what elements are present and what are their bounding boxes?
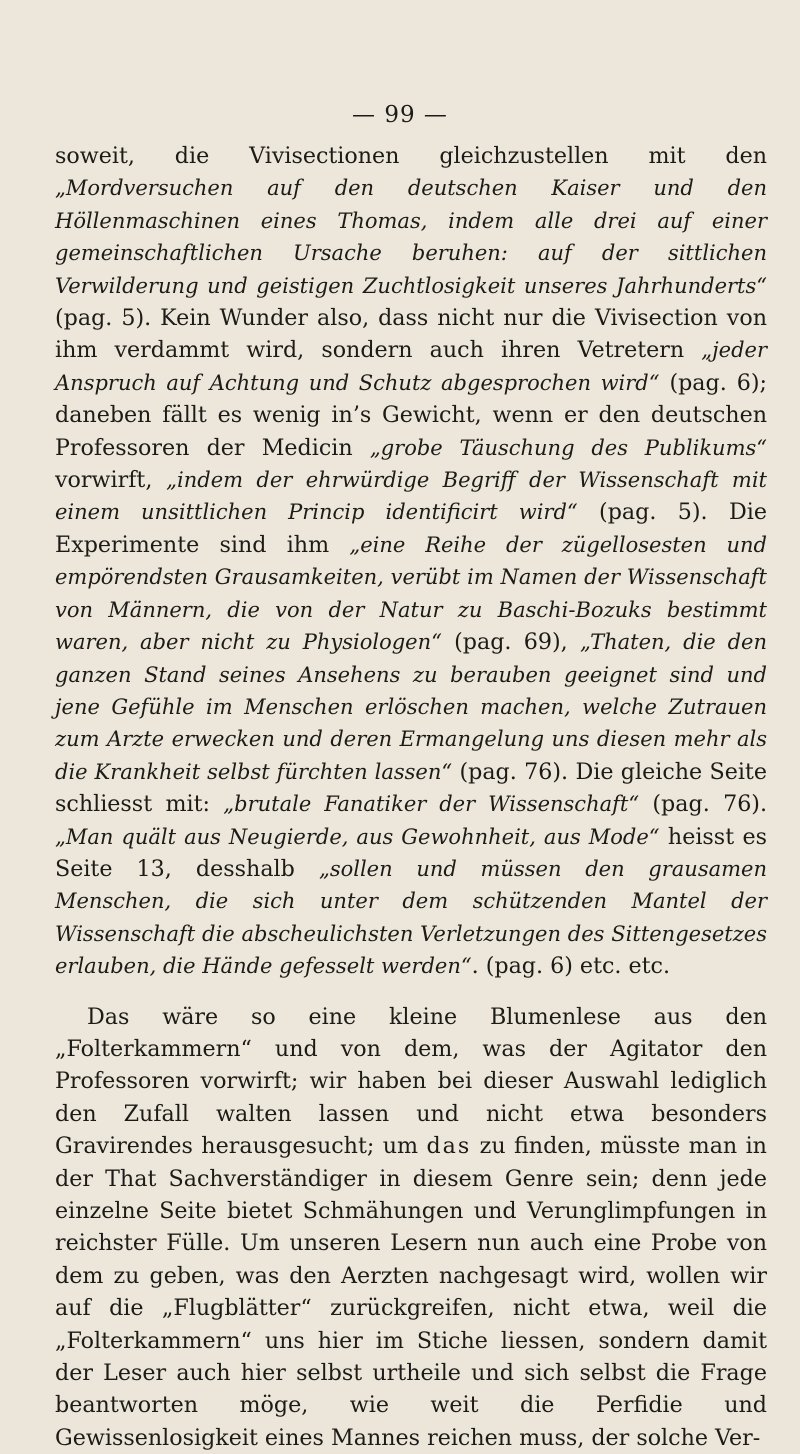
quote-run: „indem der ehrwürdige Begriff der Wissenschaft mit einem unsittlichen Princip identificirt wird“ <box>55 468 767 525</box>
quote-run: „Man quält aus Neugierde, aus Gewohnheit, aus Mode“ <box>55 824 660 849</box>
text-run: (pag. 76). <box>639 791 768 818</box>
text-run: vorwirft, <box>55 467 167 494</box>
text-run: zu finden, müsste man in der That Sachverständiger in diesem Genre sein; denn jede einzelne Seite bietet Schmähungen und Verunglimpfungen in reichster Fülle. Um unseren Lesern nun auch eine Probe von dem zu geben, was den Aerzten nachgesagt wird, wollen wir auf die „Flugblätter“ zurückgreifen, nicht etwa, weil die „Folterkammern“ uns hier im Stiche liessen, sondern damit der Leser auch hier selbst urtheile und sich selbst die Frage beantworten möge, wie weit die Perfidie und Gewissenlosigkeit eines Mannes reichen muss, der solche Ver- <box>55 1133 767 1451</box>
quote-run: „sollen und müssen den grausamen Menschen, die sich unter dem schützenden Mantel der Wissenschaft die abscheulichsten Verletzungen des Sittengesetzes erlauben, die Hände gefesselt werden“ <box>55 856 767 979</box>
text-run: (pag. 6); daneben fällt es wenig in’s Gewicht, wenn er den deutschen Professoren der Medicin <box>55 369 767 461</box>
page-number-header: — 99 — <box>352 102 448 128</box>
paragraph-2 <box>55 1001 767 1454</box>
text-run: (pag. 5). Kein Wunder also, dass nicht nur die Vivisection von ihm verdammt wird, sondern auch ihren Vetretern <box>55 305 767 364</box>
text-run: heisst es Seite 13, desshalb <box>55 823 768 882</box>
text-run: Das wäre so eine kleine Blumenlese aus den „Folterkammern“ und von dem, was der Agitator den Professoren vorwirft; wir haben bei dieser Auswahl lediglich den Zufall walten lassen und nicht etwa besonders Gravirendes herausgesucht; um <box>55 1003 767 1160</box>
quote-run: „Thaten, die den ganzen Stand seines Ansehens zu berauben geeignet sind und jene Gefühle im Menschen erlöschen machen, welche Zutrauen zum Arzte erwecken und deren Ermangelung uns diesen mehr als die Krankheit selbst fürchten lassen“ <box>55 630 768 784</box>
page-body <box>55 140 767 1454</box>
text-run: soweit, die Vivisectionen gleichzustellen mit den <box>55 143 767 169</box>
paragraph-1 <box>55 140 767 983</box>
spaced-emphasis-run: das <box>426 1133 472 1160</box>
quote-run: „Mordversuchen auf den deutschen Kaiser und den Höllenmaschinen eines Thomas, indem alle drei auf einer gemeinschaftlichen Ursache beruhen: auf der sittlichen Verwilderung und geistigen Zuchtlosigkeit unseres Jahrhunderts“ <box>55 176 767 298</box>
text-run: (pag. 5). Die Experimente sind ihm <box>55 499 768 558</box>
quote-run: „brutale Fanatiker der Wissenschaft“ <box>223 792 640 817</box>
quote-run: „eine Reihe der zügellosesten und empörendsten Grausamkeiten, verübt im Namen der Wissenschaft von Männern, die von der Natur zu Baschi-Bozuks bestimmt waren, aber nicht zu Physiologen“ <box>55 532 767 655</box>
text-run: (pag. 69), <box>441 629 580 656</box>
text-run: . (pag. 6) etc. etc. <box>471 953 671 980</box>
quote-run: „grobe Täuschung des Publikums“ <box>369 435 767 460</box>
text-run: (pag. 76). Die gleiche Seite schliesst mit: <box>55 758 767 818</box>
quote-run: „jeder Anspruch auf Achtung und Schutz abgesprochen wird“ <box>55 338 767 395</box>
